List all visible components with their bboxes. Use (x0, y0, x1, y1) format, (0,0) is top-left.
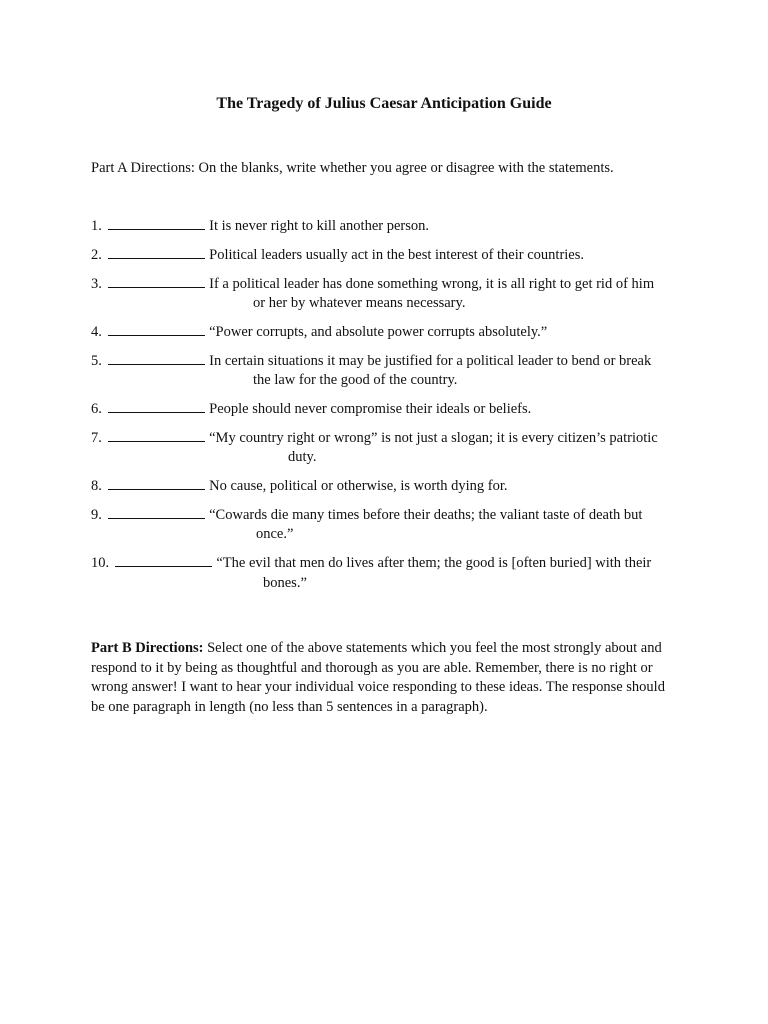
part-b-heading: Part B Directions: (91, 640, 204, 656)
statement-continuation: bones.” (263, 574, 307, 591)
statement-number: 8. (91, 478, 102, 495)
statement-text: If a political leader has done something wrong, it is all right to get rid of him (209, 275, 655, 292)
part-b-directions (91, 639, 671, 717)
part-b-line: response should be one paragraph in length (no less than 5 sentences in a paragraph). (91, 679, 665, 715)
statement-continuation: the law for the good of the country. (253, 372, 458, 389)
answer-blank[interactable] (108, 246, 205, 259)
statement-item (91, 323, 691, 343)
statement-text: “The evil that men do lives after them; the good is [often buried] with their (216, 555, 652, 572)
statement-item (91, 246, 691, 266)
statement-number: 2. (91, 246, 102, 263)
answer-blank[interactable] (115, 554, 212, 567)
statement-number: 5. (91, 352, 102, 369)
answer-blank[interactable] (108, 217, 205, 230)
statement-text: “Cowards die many times before their deaths; the valiant taste of death but (209, 506, 643, 523)
statement-text: Political leaders usually act in the best interest of their countries. (209, 246, 585, 263)
statement-number: 3. (91, 275, 102, 292)
answer-blank[interactable] (108, 506, 205, 519)
statement-item (91, 429, 691, 468)
part-b-line: Select one of the above statements which you feel the most strongly about (207, 640, 638, 656)
statement-continuation: duty. (288, 449, 317, 466)
statement-item (91, 506, 691, 545)
statement-text: “My country right or wrong” is not just a slogan; it is every citizen’s patriotic (209, 429, 658, 446)
statement-continuation: once.” (256, 526, 294, 543)
part-b-line: right or wrong answer! I want to hear your individual voice responding to these ideas. The (91, 659, 653, 695)
statement-text: No cause, political or otherwise, is worth dying for. (209, 478, 508, 495)
statement-item (91, 275, 691, 314)
part-a-directions: Part A Directions: On the blanks, write whether you agree or disagree with the statements. (91, 160, 614, 176)
statement-text: People should never compromise their ideals or beliefs. (209, 400, 532, 417)
statement-text: In certain situations it may be justified for a political leader to bend or break (209, 352, 652, 369)
statement-text: It is never right to kill another person. (209, 218, 429, 234)
statement-item (91, 477, 691, 497)
answer-blank[interactable] (108, 429, 205, 442)
statement-item (91, 352, 691, 391)
answer-blank[interactable] (108, 400, 205, 413)
statement-number: 7. (91, 429, 102, 446)
statement-item (91, 554, 691, 593)
statement-list (91, 217, 691, 602)
statement-number: 9. (91, 506, 102, 523)
answer-blank[interactable] (108, 352, 205, 365)
statement-number: 1. (91, 218, 102, 234)
statement-number: 4. (91, 323, 102, 340)
page-title: The Tragedy of Julius Caesar Anticipation Guide (216, 95, 552, 112)
answer-blank[interactable] (108, 275, 205, 288)
statement-item (91, 217, 691, 237)
statement-number: 10. (91, 555, 110, 572)
statement-item (91, 400, 691, 420)
answer-blank[interactable] (108, 323, 205, 336)
answer-blank[interactable] (108, 477, 205, 490)
statement-continuation: or her by whatever means necessary. (253, 295, 466, 312)
part-b-line: and respond to it by being as thoughtful and thorough as you are able. Remember, there is no (91, 640, 662, 676)
statement-text: “Power corrupts, and absolute power corrupts absolutely.” (209, 323, 548, 340)
statement-number: 6. (91, 400, 102, 417)
